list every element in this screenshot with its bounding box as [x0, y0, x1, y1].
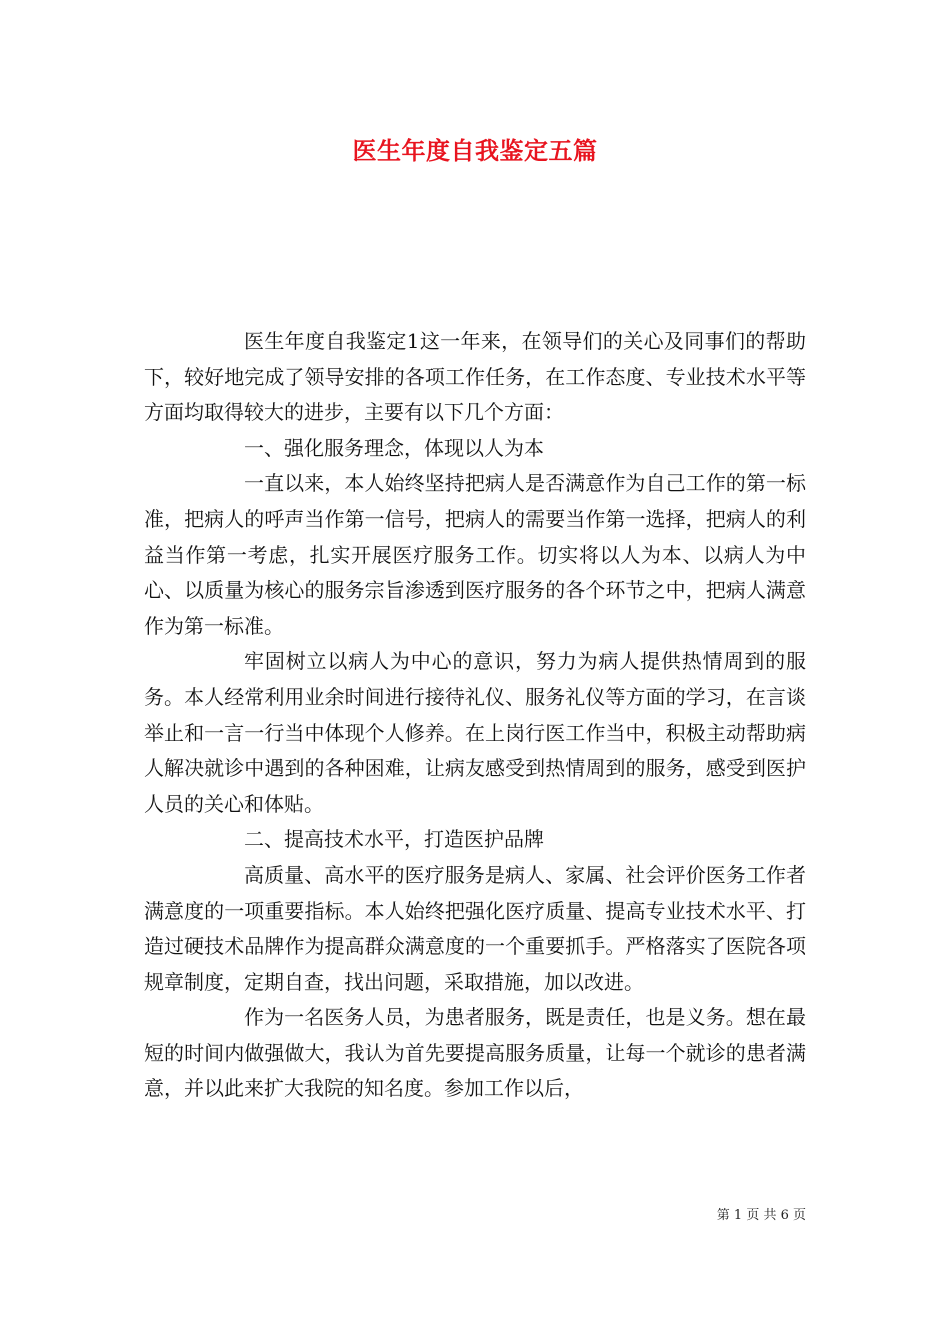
paragraph-section-2a: 高质量、高水平的医疗服务是病人、家属、社会评价医务工作者满意度的一项重要指标。本人始终把强化医疗质量、提高专业技术水平、打造过硬技术品牌作为提高群众满意度的一个重要抓手。严格落实了医院各项规章制度，定期自查，找出问题，采取措施，加以改进。: [144, 862, 806, 994]
section-heading-1: 一、强化服务理念，体现以人为本: [244, 435, 544, 460]
paragraph-section-1a: 一直以来，本人始终坚持把病人是否满意作为自己工作的第一标准，把病人的呼声当作第一信号，把病人的需要当作第一选择，把病人的利益当作第一考虑，扎实开展医疗服务工作。切实将以人为本、以病人为中心、以质量为核心的服务宗旨渗透到医疗服务的各个环节之中，把病人满意作为第一标准。: [144, 471, 806, 638]
paragraph-section-1b: 牢固树立以病人为中心的意识，努力为病人提供热情周到的服务。本人经常利用业余时间进行接待礼仪、服务礼仪等方面的学习，在言谈举止和一言一行当中体现个人修养。在上岗行医工作当中，积极主动帮助病人解决就诊中遇到的各种困难，让病友感受到热情周到的服务，感受到医护人员的关心和体贴。: [144, 649, 806, 816]
paragraph-intro: 医生年度自我鉴定1这一年来，在领导们的关心及同事们的帮助下，较好地完成了领导安排的各项工作任务，在工作态度、专业技术水平等方面均取得较大的进步，主要有以下几个方面：: [144, 329, 806, 425]
paragraph-section-2b: 作为一名医务人员，为患者服务，既是责任，也是义务。想在最短的时间内做强做大，我认为首先要提高服务质量，让每一个就诊的患者满意，并以此来扩大我院的知名度。参加工作以后，: [144, 1005, 806, 1101]
document-title: 医生年度自我鉴定五篇: [352, 136, 598, 165]
document-body: [144, 324, 806, 1107]
section-heading-2: 二、提高技术水平，打造医护品牌: [244, 827, 544, 852]
page-number-footer: 第 1 页 共 6 页: [716, 1208, 806, 1223]
